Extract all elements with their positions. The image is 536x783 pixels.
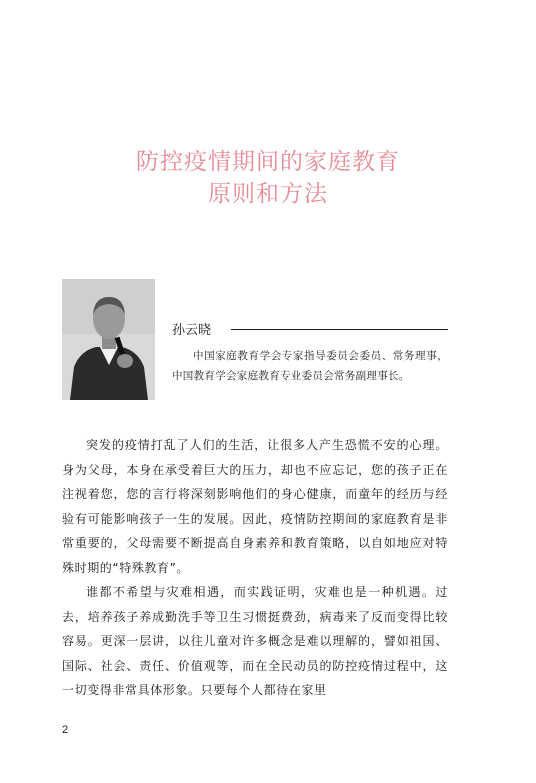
chapter-title <box>0 146 536 210</box>
body-text <box>62 433 448 703</box>
page-number: 2 <box>62 724 69 736</box>
body-paragraph-1: 突发的疫情打乱了人们的生活，让很多人产生恐慌不安的心理。身为父母，本身在承受着巨大的压力，却也不应忘记，您的孩子正在注视着您，您的言行将深刻影响他们的身心健康，而童年的经历与经验有可能影响孩子一生的发展。因此，疫情防控期间的家庭教育是非常重要的，父母需要不断提高自身素养和教育策略，以自如地应对特殊时期的“特殊教育”。 <box>62 438 448 575</box>
body-paragraph-2: 谁都不希望与灾难相遇，而实践证明，灾难也是一种机遇。过去，培养孩子养成勤洗手等卫生习惯挺费劲，病毒来了反而变得比较容易。更深一层讲，以往儿童对许多概念是难以理解的，譬如祖国、国际、社会、责任、价值观等，而在全民动员的防控疫情过程中，这一切变得非常具体形象。只要每个人都待在家里 <box>62 585 448 697</box>
chapter-title-line-2: 原则和方法 <box>208 181 328 207</box>
author-divider <box>231 329 448 330</box>
author-photo <box>62 279 155 400</box>
author-bio: 中国家庭教育学会专家指导委员会委员、常务理事，中国教育学会家庭教育专业委员会常务副理事长。 <box>172 350 448 382</box>
chapter-title-line-1: 防控疫情期间的家庭教育 <box>136 149 400 175</box>
author-name: 孙云晓 <box>172 323 212 338</box>
